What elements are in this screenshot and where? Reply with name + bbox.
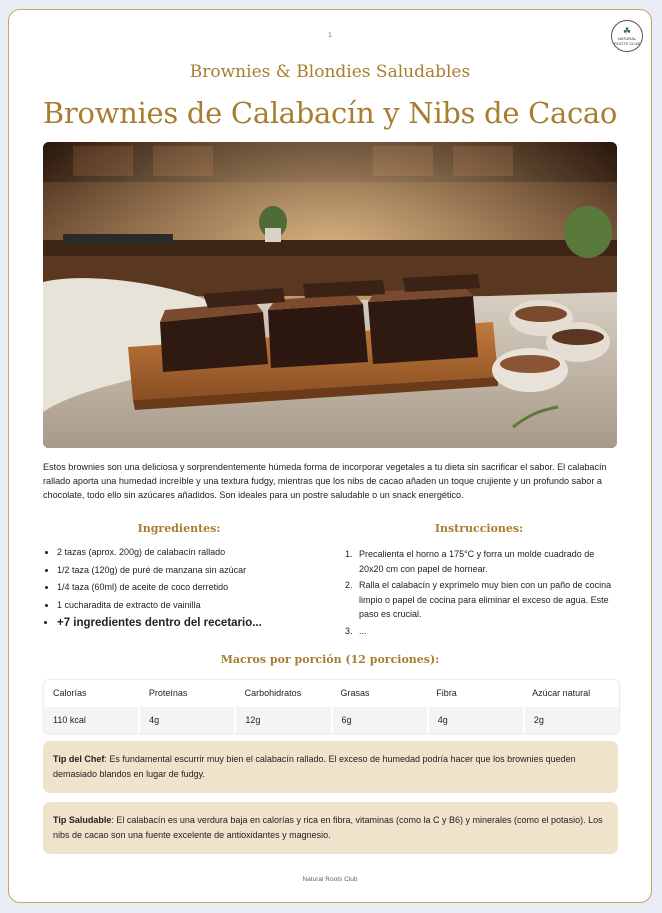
recipe-intro: Estos brownies son una deliciosa y sorprendentemente húmeda forma de incorporar vegetales a tu dieta sin sacrificar el sabor. El calabacín rallado aporta una humedad increíble y una textura fudgy, mientras que los nibs de cacao añaden un toque crujiente y un profundo sabor a chocolate, todo ello sin azúcares añadidos. Son ideales para un postre saludable o un snack energético. [43, 462, 607, 500]
macro-header: Proteínas [148, 688, 188, 698]
macros-title: Macros por porción (12 porciones): [220, 653, 440, 666]
macro-value: 4g [140, 707, 236, 733]
macro-value: 4g [429, 707, 525, 733]
macro-header: Grasas [340, 688, 370, 698]
chef-tip [43, 741, 618, 793]
instructions-section [339, 522, 619, 640]
macro-value: 6g [333, 707, 429, 733]
list-item: 1. Precalienta el horno a 175°C y forra un molde cuadrado de 20x20 cm con papel de hornear. [355, 547, 619, 576]
brand-logo [611, 20, 643, 52]
macros-header-row [44, 680, 619, 707]
macro-value: 110 kcal [44, 707, 140, 733]
health-tip [43, 802, 618, 854]
health-tip-label: Tip Saludable [53, 815, 112, 825]
page-number: 1 [328, 32, 332, 39]
logo-text: NATURAL ROOTS CLUB [613, 35, 640, 46]
macro-header: Azúcar natural [532, 688, 591, 698]
list-item: • 1/2 taza (120g) de puré de manzana sin azúcar [57, 565, 315, 575]
list-item: 2. Ralla el calabacín y exprímelo muy bien con un paño de cocina limpio o papel de cocina para eliminar el exceso de agua. Este paso es crucial. [355, 578, 619, 622]
health-tip-text: : El calabacín es una verdura baja en calorías y rica en fibra, vitaminas (como la C y B6) y minerales (como el potasio). Los nibs de cacao son una fuente excelente de antioxidantes y magnesio. [53, 815, 603, 840]
macros-table [43, 679, 620, 734]
macro-value: 12g [236, 707, 332, 733]
footer-brand: Natural Roots Club [302, 876, 358, 883]
brownies-photo [43, 142, 617, 448]
instructions-list [339, 547, 619, 638]
chef-tip-label: Tip del Chef [53, 754, 105, 764]
recipe-page [8, 9, 652, 903]
ingredients-title: Ingredientes: [137, 522, 221, 535]
macro-header: Carbohidratos [244, 688, 302, 698]
macros-value-row [44, 707, 619, 733]
instructions-title: Instrucciones: [434, 522, 524, 535]
list-item: • 1 cucharadita de extracto de vainilla [57, 600, 315, 610]
macro-value: 2g [525, 707, 619, 733]
list-item: 3. ... [355, 624, 619, 639]
ingredients-section [43, 522, 315, 637]
sprout-icon: ☘ [622, 25, 632, 36]
more-ingredients-link[interactable]: • +7 ingredientes dentro del recetario... [57, 617, 315, 629]
list-item: • 2 tazas (aprox. 200g) de calabacín rallado [57, 547, 315, 557]
recipe-title: Brownies de Calabacín y Nibs de Cacao [42, 96, 618, 130]
macro-header: Calorías [53, 688, 87, 698]
recipe-category: Brownies & Blondies Saludables [189, 62, 471, 82]
list-item: • 1/4 taza (60ml) de aceite de coco derretido [57, 582, 315, 592]
chef-tip-text: : Es fundamental escurrir muy bien el calabacín rallado. El exceso de humedad podría hacer que los brownies queden demasiado blandos en lugar de fudgy. [53, 754, 576, 779]
macro-header: Fibra [436, 688, 457, 698]
ingredients-list [43, 547, 315, 629]
brownies-photo-icon [43, 142, 617, 448]
